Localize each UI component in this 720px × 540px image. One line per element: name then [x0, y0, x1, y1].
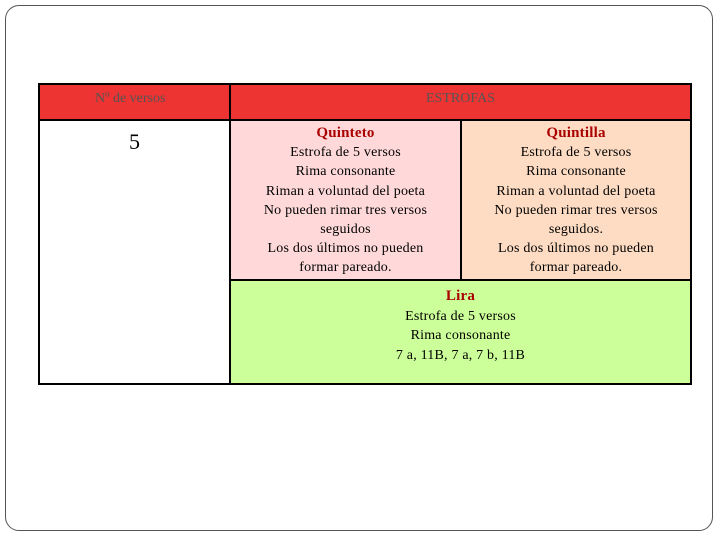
lira-title: Lira [445, 288, 476, 304]
quintilla-line: Los dos últimos no pueden [498, 241, 654, 257]
quinteto-line: Estrofa de 5 versos [290, 145, 401, 161]
quintilla-cell [462, 121, 690, 281]
quinteto-line: seguidos [320, 222, 371, 238]
quinteto-line: Rima consonante [295, 164, 396, 180]
quinteto-title: Quinteto [316, 125, 375, 141]
quintilla-title: Quintilla [546, 125, 606, 141]
quinteto-line: Los dos últimos no pueden [267, 241, 424, 257]
quinteto-cell [231, 121, 462, 281]
quinteto-line: No pueden rimar tres versos [263, 202, 428, 218]
quintilla-line: formar pareado. [529, 260, 623, 276]
lira-cell [231, 281, 690, 383]
quintilla-line: Estrofa de 5 versos [520, 145, 632, 161]
header-strophes-label: ESTROFAS [426, 91, 495, 106]
quintilla-line: No pueden rimar tres versos [494, 202, 658, 218]
lira-line: Estrofa de 5 versos [405, 308, 516, 324]
quinteto-line: formar pareado. [299, 260, 392, 276]
quintilla-line: seguidos. [548, 222, 604, 238]
lira-line: 7 a, 11B, 7 a, 7 b, 11B [395, 347, 526, 363]
verse-count-cell [40, 121, 231, 383]
header-verse-count [40, 85, 231, 121]
lira-line: Rima consonante [410, 328, 511, 343]
header-strophes [231, 85, 690, 121]
quinteto-line: Riman a voluntad del poeta [265, 183, 426, 199]
header-verse-count-label: Nº de versos [95, 91, 166, 106]
quintilla-line: Rima consonante [526, 164, 626, 180]
quintilla-line: Riman a voluntad del poeta [496, 183, 656, 199]
strophes-table [38, 83, 692, 385]
verse-count-value: 5 [129, 129, 140, 154]
